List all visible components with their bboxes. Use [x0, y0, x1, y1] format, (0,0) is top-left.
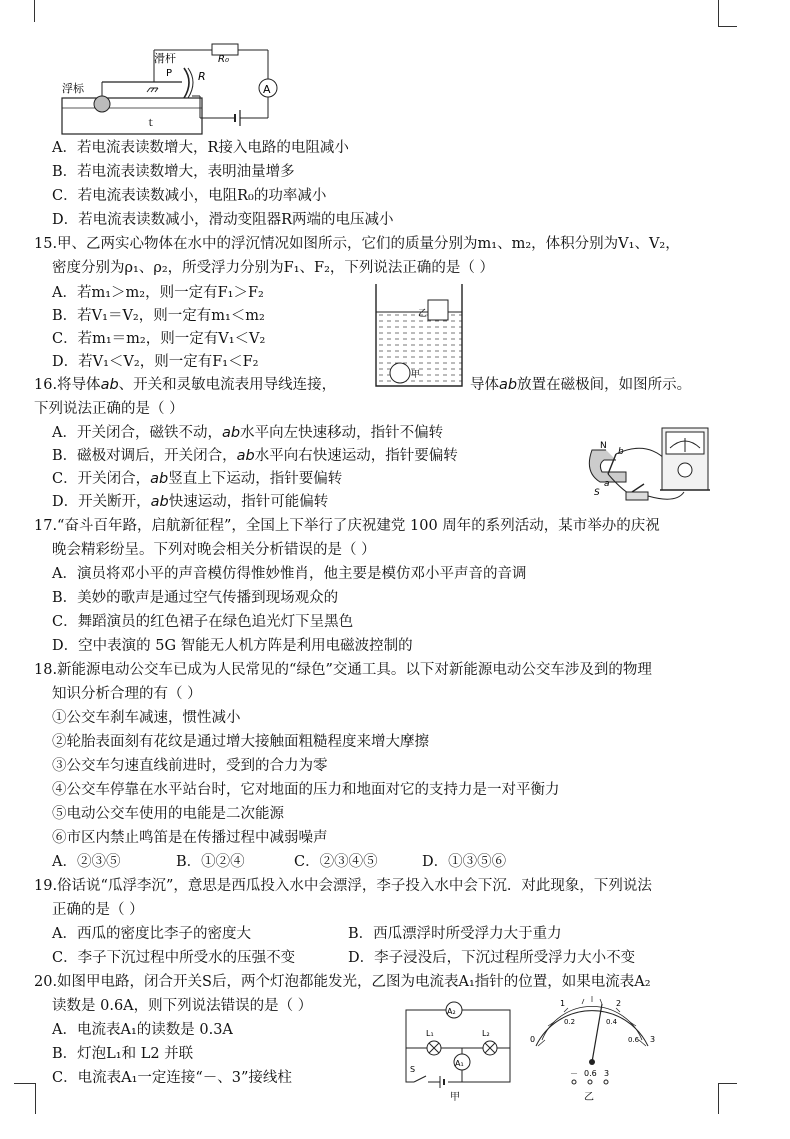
conductor-a-label: a — [604, 479, 610, 489]
q16-option-a: A．开关闭合，磁铁不动，ab水平向左快速移动，指针不偏转 — [52, 425, 444, 441]
q15-stem-line-1: 15.甲、乙两实心物体在水中的浮沉情况如图所示，它们的质量分别为m₁、m₂，体积分别为V₁、V₂， — [34, 236, 680, 252]
lever-label: 滑杆 — [154, 52, 176, 65]
q15-option-d: D．若V₁＜V₂，则一定有F₁＜F₂ — [52, 354, 259, 370]
q14-oil-gauge-figure — [50, 38, 290, 138]
top-scale-3: 3 — [650, 1035, 656, 1044]
q19-option-c: C．李子下沉过程中所受水的压强不变 — [52, 950, 296, 966]
terminal-06: 0.6 — [584, 1069, 597, 1078]
terminal-minus: － — [570, 1069, 578, 1078]
conductor-b-label: b — [618, 447, 624, 457]
terminal-3: 3 — [604, 1069, 610, 1078]
q15-stem-line-2: 密度分别为ρ₁、ρ₂，所受浮力分别为F₁、F₂，下列说法正确的是（ ） — [52, 260, 495, 276]
bottom-scale-06: 0.6 — [628, 1036, 640, 1044]
q16-stem-line-1: 16.将导体ab、开关和灵敏电流表用导线连接， — [34, 377, 337, 393]
q20-stem-line-2: 读数是 0.6A，则下列说法错误的是（ ） — [52, 998, 313, 1014]
q15-option-b: B．若V₁＝V₂，则一定有m₁＜m₂ — [52, 308, 265, 324]
q19-option-a: A．西瓜的密度比李子的密度大 — [52, 926, 251, 942]
ammeter-a1-label: A₁ — [455, 1059, 464, 1068]
q18-item-6: ⑥市区内禁止鸣笛是在传播过程中减弱噪声 — [52, 830, 328, 846]
ammeter-label: A — [263, 83, 271, 96]
bottom-scale-02: 0.2 — [564, 1018, 576, 1026]
lamp-l1-label: L₁ — [426, 1029, 434, 1038]
q17-stem-line-2: 晚会精彩纷呈。下列对晚会相关分析错误的是（ ） — [52, 542, 376, 558]
q18-item-4: ④公交车停靠在水平站台时，它对地面的压力和地面对它的支持力是一对平衡力 — [52, 782, 560, 798]
q18-option-c: C．②③④⑤ — [294, 854, 378, 870]
q18-item-2: ②轮胎表面刻有花纹是通过增大接触面粗糙程度来增大摩擦 — [52, 734, 429, 750]
q19-option-b: B．西瓜漂浮时所受浮力大于重力 — [348, 926, 562, 942]
q18-stem-line-1: 18.新能源电动公交车已成为人民常见的“绿色”交通工具。以下对新能源电动公交车涉及到的物理 — [34, 662, 652, 678]
q14-option-b: B．若电流表读数增大，表明油量增多 — [52, 164, 295, 180]
q19-stem-line-2: 正确的是（ ） — [52, 902, 144, 918]
top-scale-1: 1 — [560, 999, 566, 1008]
q17-stem-line-1: 17.“奋斗百年路，启航新征程”，全国上下举行了庆祝建党 100 周年的系列活动，某市举办的庆祝 — [34, 518, 660, 534]
q17-option-a: A．演员将邓小平的声音模仿得惟妙惟肖，他主要是模仿邓小平声音的音调 — [52, 566, 527, 582]
q18-option-a: A．②③⑤ — [52, 854, 121, 870]
top-scale-2: 2 — [616, 999, 622, 1008]
crop-mark-top-right — [718, 0, 737, 27]
ammeter-a2-label: A₂ — [447, 1007, 456, 1016]
dial-pointer — [592, 1004, 602, 1062]
q17-option-c: C．舞蹈演员的红色裙子在绿色追光灯下呈黑色 — [52, 614, 354, 630]
q16-option-c: C．开关闭合，ab竖直上下运动，指针要偏转 — [52, 471, 343, 487]
slider-p-label: P — [166, 68, 173, 79]
jia-label: 甲 — [411, 370, 421, 380]
q20-option-c: C．电流表A₁一定连接“－、3”接线柱 — [52, 1070, 292, 1086]
float-label: 浮标 — [62, 82, 84, 95]
q15-option-a: A．若m₁＞m₂，则一定有F₁＞F₂ — [52, 285, 264, 301]
object-jia — [390, 363, 410, 383]
q20-stem-line-1: 20.如图甲电路，闭合开关S后，两个灯泡都能发光，乙图为电流表A₁指针的位置，如果电流表A₂ — [34, 974, 651, 990]
q18-stem-line-2: 知识分析合理的有（ ） — [52, 686, 202, 702]
q14-option-c: C．若电流表读数减小，电阻R₀的功率减小 — [52, 188, 327, 204]
figure-yi-caption: 乙 — [584, 1092, 594, 1103]
r0-label: R₀ — [218, 54, 229, 65]
q20-ammeter-dial-figure-yi — [516, 984, 666, 1104]
crop-mark-bottom-right — [718, 1083, 737, 1114]
q18-option-b: B．①②④ — [176, 854, 245, 870]
q20-option-a: A．电流表A₁的读数是 0.3A — [52, 1022, 233, 1038]
q16-galvanometer-figure — [586, 420, 716, 512]
switch-s-label: S — [410, 1065, 416, 1074]
q14-option-a: A．若电流表读数增大，R接入电路的电阻减小 — [52, 140, 349, 156]
crop-mark-bottom-left — [14, 1083, 36, 1114]
crop-mark-top-left — [34, 0, 35, 22]
top-scale-0: 0 — [530, 1035, 536, 1044]
bottom-scale-04: 0.4 — [606, 1018, 618, 1026]
magnet-n-label: N — [600, 441, 607, 451]
q16-option-d: D．开关断开，ab快速运动，指针可能偏转 — [52, 494, 329, 510]
float-ball — [94, 96, 110, 112]
q18-option-d: D．①③⑤⑥ — [422, 854, 507, 870]
q15-option-c: C．若m₁＝m₂，则一定有V₁＜V₂ — [52, 331, 266, 347]
q19-option-d: D．李子浸没后，下沉过程所受浮力大小不变 — [348, 950, 636, 966]
q18-item-1: ①公交车刹车减速，惯性减小 — [52, 710, 241, 726]
q18-item-5: ⑤电动公交车使用的电能是二次能源 — [52, 806, 284, 822]
q18-item-3: ③公交车匀速直线前进时，受到的合力为零 — [52, 758, 328, 774]
q20-circuit-figure-jia — [398, 996, 516, 1104]
q17-option-d: D．空中表演的 5G 智能无人机方阵是利用电磁波控制的 — [52, 638, 413, 654]
q19-stem-line-1: 19.俗话说“瓜浮李沉”，意思是西瓜投入水中会漂浮，李子投入水中会下沉．对此现象，下列说法 — [34, 878, 652, 894]
yi-label: 乙 — [418, 309, 428, 319]
figure-jia-caption: 甲 — [450, 1092, 460, 1103]
q16-option-b: B．磁极对调后，开关闭合，ab水平向右快速运动，指针要偏转 — [52, 448, 458, 464]
rheostat-r-label: R — [198, 70, 206, 83]
q14-option-d: D．若电流表读数减小，滑动变阻器R两端的电压减小 — [52, 212, 394, 228]
q16-stem-line-1-tail: 导体ab放置在磁极间，如图所示。 — [470, 377, 692, 393]
q16-stem-line-2: 下列说法正确的是（ ） — [34, 401, 184, 417]
magnet-s-label: S — [594, 488, 600, 498]
q15-beaker-figure — [370, 282, 470, 392]
q20-option-b: B．灯泡L₁和 L2 并联 — [52, 1046, 194, 1062]
q17-option-b: B．美妙的歌声是通过空气传播到现场观众的 — [52, 590, 339, 606]
object-yi — [428, 300, 448, 320]
lamp-l2-label: L₂ — [482, 1029, 490, 1038]
valve-mark: ｔ — [146, 118, 156, 129]
switch-base — [626, 492, 648, 500]
